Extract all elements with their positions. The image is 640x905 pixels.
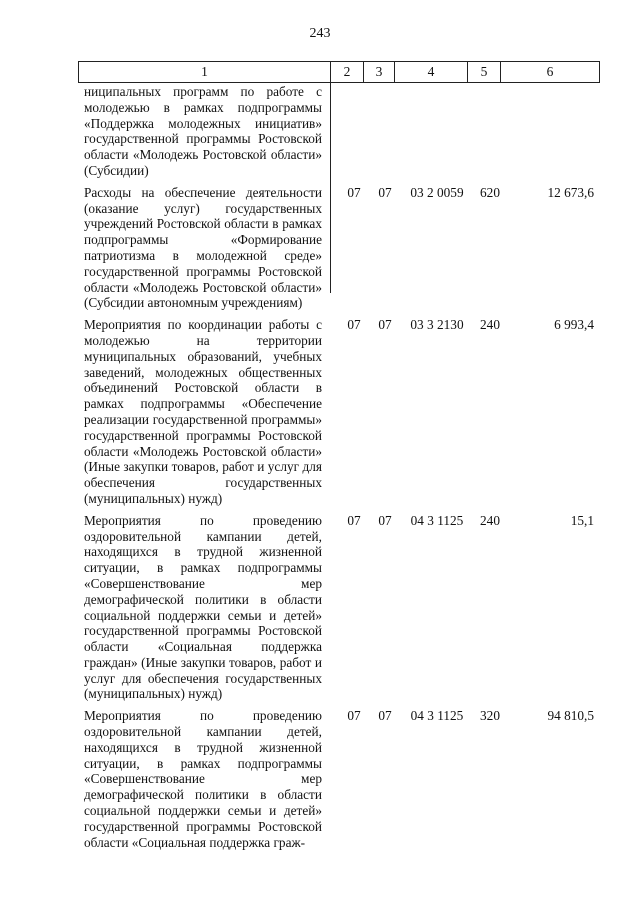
row-target-article — [400, 84, 474, 179]
header-col-5: 5 — [468, 62, 501, 82]
table-row — [84, 513, 600, 703]
row-target-article: 04 3 1125 — [410, 512, 464, 528]
row-amount: 15,1 — [570, 512, 594, 528]
page-number: 243 — [309, 26, 331, 41]
row-amount — [506, 84, 600, 179]
row-description: Расходы на обеспечение деятельности (оказание услуг) государственных учреждений Ростовской области в рамках подпрограммы «Формирование патриотизма в молодежной среде» государственной программы Ростовской области «Молодежь Ростовской области» (Субсидии автономным учреждениям) — [84, 184, 322, 311]
row-expense-type: 620 — [480, 184, 500, 200]
header-col-3: 3 — [364, 62, 395, 82]
row-target-article: 04 3 1125 — [410, 708, 464, 724]
header-col-4: 4 — [395, 62, 468, 82]
table-row — [84, 185, 600, 311]
table-row — [84, 317, 600, 507]
header-col-2: 2 — [331, 62, 364, 82]
row-description: Мероприятия по координации работы с молодежью на территории муниципальных образований, учебных заведений, молодежных общественных объединений Ростовской области в рамках подпрограммы «Обеспечение реализации государственной программы» государственной программы Ростовской области «Молодежь Ростовской области» (Иные закупки товаров, работ и услуг для обеспечения государственных (муниципальных) нужд) — [84, 317, 322, 506]
row-amount: 94 810,5 — [547, 708, 594, 724]
table-row — [84, 84, 600, 179]
row-subsection: 07 — [378, 317, 392, 333]
row-subsection: 07 — [378, 512, 392, 528]
row-section: 07 — [347, 512, 361, 528]
row-description: Мероприятия по проведению оздоровительной кампании детей, находящихся в трудной жизненной ситуации, в рамках подпрограммы «Совершенствование мер демографической политики в области социальной поддержки семьи и детей» государственной программы Ростовской области «Социальная поддержка граждан» (Иные закупки товаров, работ и услуг для обеспечения государственных (муниципальных) нужд) — [84, 512, 322, 702]
row-expense-type: 240 — [480, 317, 500, 333]
row-description: Мероприятия по проведению оздоровительной кампании детей, находящихся в трудной жизненной ситуации, в рамках подпрограммы «Совершенствование мер демографической политики в области социальной поддержки семьи и детей» государственной программы Ростовской области «Социальная поддержка граж- — [84, 708, 322, 850]
row-expense-type: 240 — [480, 512, 500, 528]
row-subsection: 07 — [378, 708, 392, 724]
row-target-article: 03 2 0059 — [410, 184, 464, 200]
header-col-1: 1 — [79, 62, 331, 82]
row-section — [338, 84, 370, 179]
row-target-article: 03 3 2130 — [410, 317, 464, 333]
row-amount: 12 673,6 — [547, 184, 594, 200]
row-expense-type — [474, 84, 506, 179]
row-description: ниципальных программ по работе с молодежью в рамках подпрограммы «Поддержка молодежных инициатив» государственной программы Ростовской области «Молодежь Ростовской области» (Субсидии) — [84, 84, 322, 178]
header-col-6: 6 — [546, 64, 554, 79]
row-amount: 6 993,4 — [554, 317, 594, 333]
table-body — [84, 84, 600, 856]
table-header — [78, 61, 600, 83]
row-expense-type: 320 — [480, 708, 500, 724]
row-subsection — [370, 84, 400, 179]
row-section: 07 — [347, 184, 361, 200]
table-row — [84, 708, 600, 850]
row-section: 07 — [347, 317, 361, 333]
row-subsection: 07 — [378, 184, 392, 200]
row-section: 07 — [347, 708, 361, 724]
